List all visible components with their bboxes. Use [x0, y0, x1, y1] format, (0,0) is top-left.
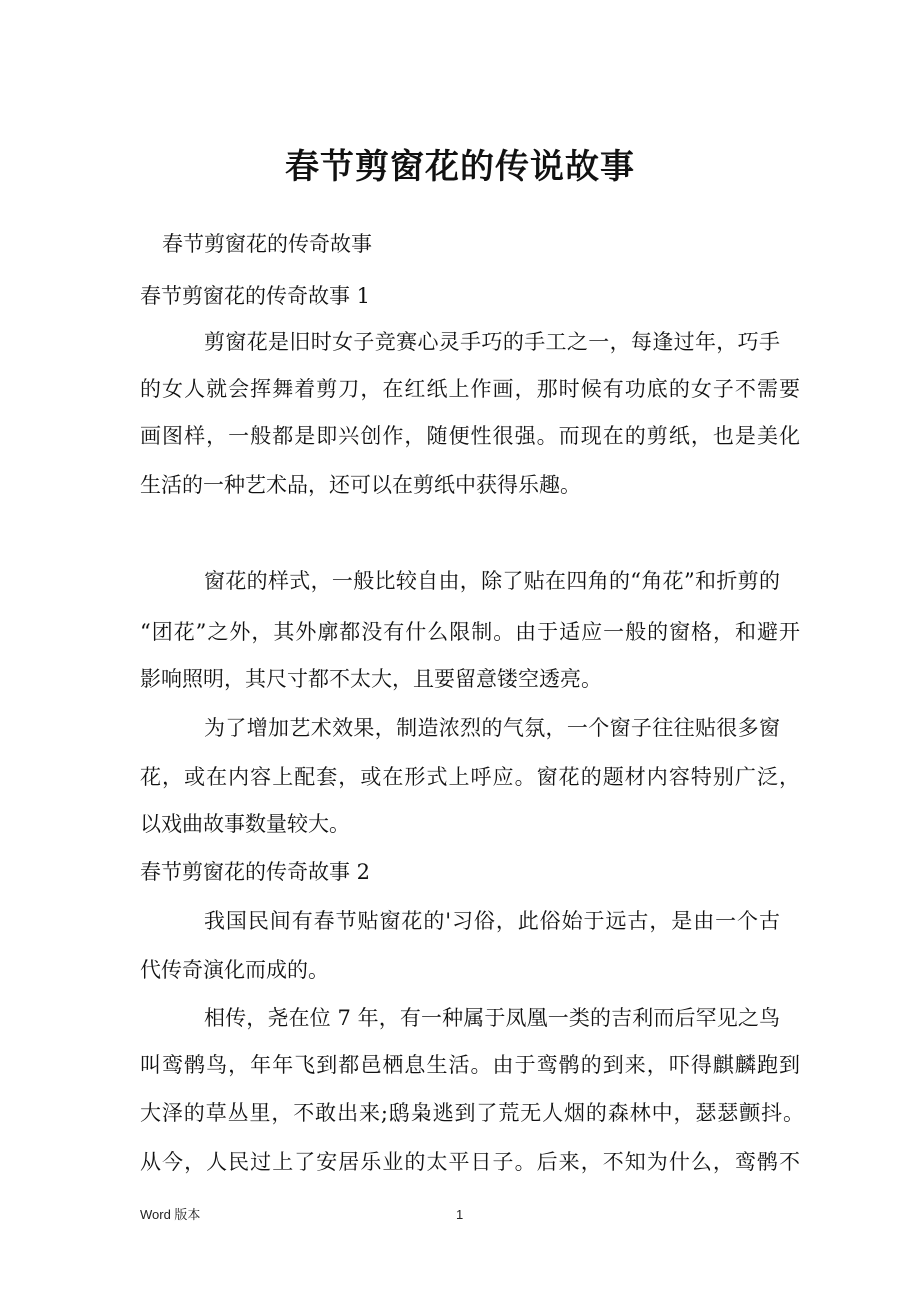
paragraph-line: 我国民间有春节贴窗花的'习俗，此俗始于远古，是由一个古: [204, 909, 780, 933]
paragraph-line: 画图样，一般都是即兴创作，随便性很强。而现在的剪纸，也是美化: [140, 424, 800, 448]
footer-label: Word 版本: [140, 1207, 201, 1222]
paragraph-line: 从今，人民过上了安居乐业的太平日子。后来，不知为什么，鸾鹘不: [140, 1150, 800, 1174]
section-heading-1: 春节剪窗花的传奇故事 1: [140, 284, 371, 308]
paragraph-line: 叫鸾鹘鸟，年年飞到都邑栖息生活。由于鸾鹘的到来，吓得麒麟跑到: [140, 1053, 800, 1077]
page-number: 1: [456, 1207, 464, 1222]
subtitle-line: 春节剪窗花的传奇故事: [162, 232, 372, 256]
paragraph-line: 生活的一种艺术品，还可以在剪纸中获得乐趣。: [140, 473, 581, 497]
paragraph-line: 的女人就会挥舞着剪刀，在红纸上作画，那时候有功底的女子不需要: [140, 377, 800, 401]
paragraph-line: 为了增加艺术效果，制造浓烈的气氛，一个窗子往往贴很多窗: [204, 716, 780, 740]
paragraph-line: 代传奇演化而成的。: [140, 958, 329, 982]
paragraph-line: 剪窗花是旧时女子竞赛心灵手巧的手工之一，每逢过年，巧手: [204, 330, 780, 354]
paragraph-line: 以戏曲故事数量较大。: [140, 812, 350, 836]
paragraph-line: 花，或在内容上配套，或在形式上呼应。窗花的题材内容特别广泛，: [140, 765, 800, 789]
document-title: 春节剪窗花的传说故事: [285, 147, 635, 187]
paragraph-line: 影响照明，其尺寸都不太大，且要留意镂空透亮。: [140, 667, 602, 691]
paragraph-line: 窗花的样式，一般比较自由，除了贴在四角的“角花”和折剪的: [204, 569, 780, 593]
paragraph-line: “团花”之外，其外廓都没有什么限制。由于适应一般的窗格，和避开: [140, 620, 800, 644]
paragraph-line: 相传，尧在位 7 年，有一种属于凤凰一类的吉利而后罕见之鸟: [204, 1006, 780, 1030]
section-heading-2: 春节剪窗花的传奇故事 2: [140, 860, 371, 884]
paragraph-line: 大泽的草丛里，不敢出来;鸱枭逃到了荒无人烟的森林中，瑟瑟颤抖。: [140, 1101, 804, 1125]
